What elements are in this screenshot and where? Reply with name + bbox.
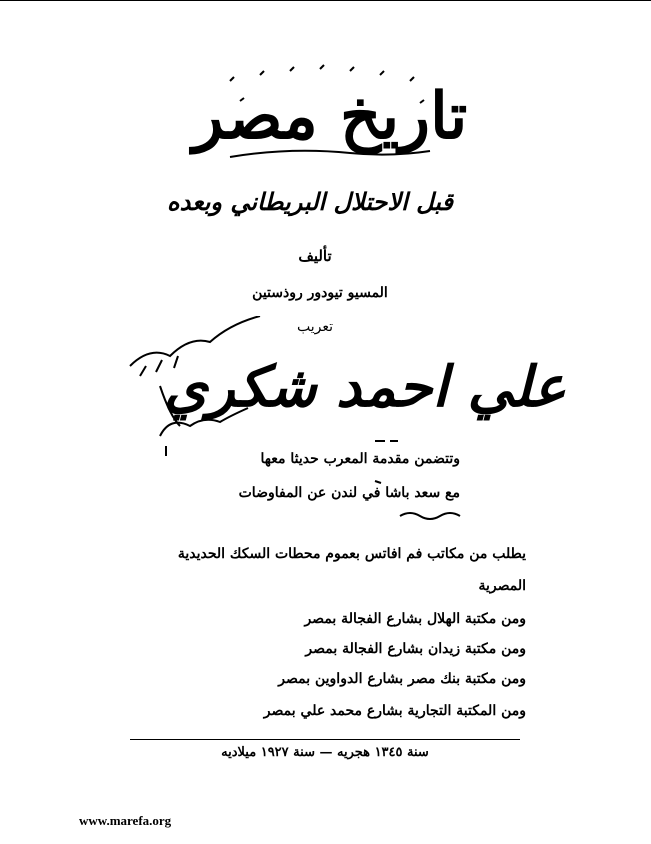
sold-at-line-2: المصرية xyxy=(478,578,526,594)
publication-date: سنة ١٣٤٥ هجريه — سنة ١٩٢٧ ميلاديه xyxy=(221,745,429,760)
sold-at-line-3: ومن مكتبة الهلال بشارع الفجالة بمصر xyxy=(304,611,526,627)
sold-at-line-6: ومن المكتبة التجارية بشارع محمد علي بمصر xyxy=(263,703,526,719)
authorship-label: تأليف xyxy=(298,247,332,265)
website-url[interactable]: www.marefa.org xyxy=(79,813,172,828)
sold-at-line-4: ومن مكتبة زيدان بشارع الفجالة بمصر xyxy=(305,641,526,657)
includes-line-2: مع سعد باشا في لندن عن المفاوضات xyxy=(238,485,460,501)
author-name: المسيو تيودور روذستين xyxy=(252,285,388,301)
book-subtitle: قبل الاحتلال البريطاني وبعده xyxy=(167,187,453,216)
book-title: تاريخ مصر xyxy=(192,78,468,154)
includes-line-1: وتتضمن مقدمة المعرب حديثا معها xyxy=(260,451,460,467)
sold-at-line-1: يطلب من مكاتب فم افاتس بعموم محطات السكك الحديدية xyxy=(177,546,526,562)
translation-label: تعريب xyxy=(296,319,334,335)
divider-line xyxy=(130,739,520,740)
sold-at-line-5: ومن مكتبة بنك مصر بشارع الدواوين بمصر xyxy=(278,671,526,687)
translator-name: علي احمد شكري xyxy=(163,354,567,420)
